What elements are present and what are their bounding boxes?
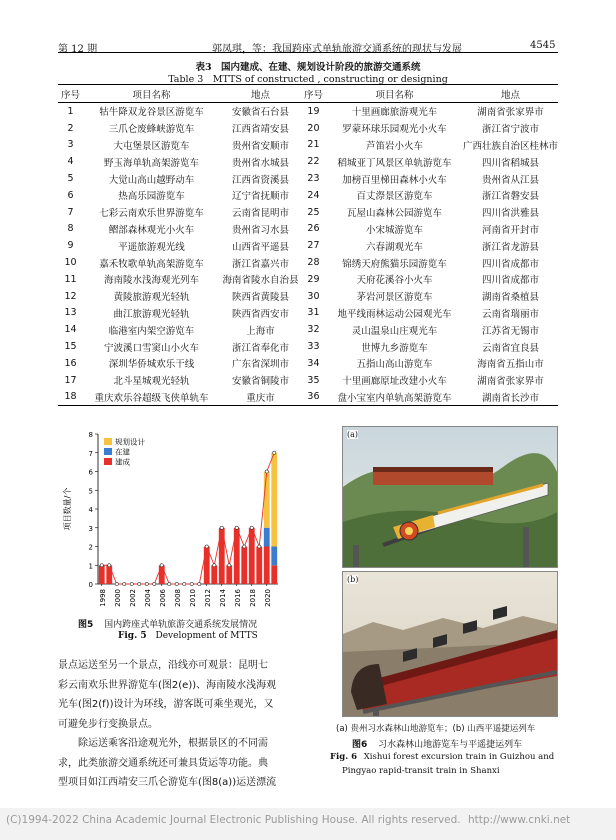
table-cell: 15 bbox=[64, 341, 77, 353]
table-row bbox=[58, 372, 558, 389]
total-point bbox=[198, 582, 201, 585]
running-title: 郭凤琪，等：我国跨座式单轨旅游交通系统的现状与发展 bbox=[212, 44, 462, 55]
total-point bbox=[168, 582, 171, 585]
table-cell: 宁波溪口雪窦山小火车 bbox=[104, 342, 200, 354]
figure5-caption-en bbox=[118, 631, 258, 641]
table-cell: 5 bbox=[67, 173, 74, 185]
table-cell: 19 bbox=[307, 105, 320, 117]
table-row bbox=[58, 103, 558, 120]
total-point bbox=[145, 582, 148, 585]
total-point bbox=[130, 582, 133, 585]
table-cell: 野玉海单轨高架游览车 bbox=[104, 157, 200, 169]
total-point bbox=[273, 451, 276, 454]
table-cell: 六春湖观光车 bbox=[365, 241, 423, 253]
table-cell: 22 bbox=[307, 156, 320, 168]
table-row bbox=[58, 338, 558, 355]
table-cell: 大屯堡景区游览车 bbox=[113, 140, 190, 152]
table-cell: 深圳华侨城欢乐干线 bbox=[108, 359, 195, 371]
legend-swatch bbox=[104, 438, 112, 445]
table-cell: 灵山温泉山庄观光车 bbox=[351, 325, 438, 337]
figure6-caption-cn bbox=[352, 737, 522, 750]
x-tick-label: 1998 bbox=[98, 589, 107, 607]
legend-label: 在建 bbox=[115, 447, 130, 457]
table-cell: 安徽省石台县 bbox=[231, 107, 289, 119]
table-cell: 四川省稻城县 bbox=[481, 157, 539, 169]
table-row bbox=[58, 254, 558, 271]
table-cell: 嘉禾牧歌单轨高架游览车 bbox=[99, 258, 204, 270]
total-point bbox=[258, 545, 261, 548]
y-tick-label: 5 bbox=[88, 487, 93, 496]
copyright-text: (C)1994-2022 China Academic Journal Electronic Publishing House. All rights reserved. bbox=[6, 814, 461, 826]
table-cell: 世博九乡游览车 bbox=[361, 342, 428, 354]
table-cell: 湖南省桑植县 bbox=[481, 292, 539, 304]
table-cell: 重庆欢乐谷超级飞侠单轨车 bbox=[83, 389, 220, 406]
bar-segment bbox=[226, 565, 232, 584]
text-line: 求，此类旅游交通系统还可兼具货运等功能。典 bbox=[58, 757, 268, 769]
bar-segment bbox=[271, 547, 277, 566]
page-number: 4545 bbox=[530, 40, 556, 51]
table-row bbox=[58, 389, 558, 406]
table-cell: 33 bbox=[307, 341, 320, 353]
total-point bbox=[220, 526, 223, 529]
bar-segment bbox=[264, 547, 270, 585]
x-tick-label: 2016 bbox=[233, 589, 242, 607]
table-cell: 35 bbox=[307, 374, 320, 386]
column-header: 序号 bbox=[301, 85, 326, 103]
table-cell: 31 bbox=[307, 307, 320, 319]
table-cell: 9 bbox=[67, 240, 74, 252]
table-cell: 锦绣天府熊猫乐园游览车 bbox=[342, 258, 447, 270]
development-chart bbox=[58, 424, 288, 616]
table-cell: 26 bbox=[307, 223, 320, 235]
table-cell: 临港室内架空游览车 bbox=[108, 325, 195, 337]
total-point bbox=[108, 564, 111, 567]
table3-body bbox=[58, 103, 558, 406]
y-tick-label: 6 bbox=[88, 468, 93, 477]
total-point bbox=[175, 582, 178, 585]
table-cell: 重庆市 bbox=[220, 389, 301, 406]
legend-swatch bbox=[104, 448, 112, 455]
legend-label: 建成 bbox=[115, 457, 130, 467]
table-cell: 7 bbox=[67, 206, 74, 218]
table-cell: 13 bbox=[64, 307, 77, 319]
table-cell: 27 bbox=[307, 240, 320, 252]
photo-pingyao-train bbox=[342, 571, 558, 717]
table-cell: 山西省平遥县 bbox=[231, 241, 289, 253]
table-cell: 6 bbox=[67, 189, 74, 201]
x-tick-label: 2014 bbox=[218, 589, 227, 607]
copyright-footer bbox=[0, 808, 616, 840]
table-cell: 三爪仑废蜂峡游览车 bbox=[108, 124, 195, 136]
table-row bbox=[58, 237, 558, 254]
column-header: 地点 bbox=[463, 85, 558, 103]
table-cell: 18 bbox=[58, 389, 83, 406]
total-point bbox=[213, 564, 216, 567]
table-row bbox=[58, 355, 558, 372]
figure5-title-cn: 国内跨座式单轨旅游交通系统发展情况 bbox=[104, 620, 258, 630]
table-cell: 芦笛岩小火车 bbox=[365, 140, 423, 152]
x-tick-label: 2010 bbox=[188, 589, 197, 607]
table-cell: 上海市 bbox=[246, 325, 275, 337]
table-cell: 平遥旅游观光线 bbox=[118, 241, 185, 253]
table-cell: 24 bbox=[307, 189, 320, 201]
table-cell: 四川省成都市 bbox=[481, 258, 539, 270]
body-paragraph bbox=[58, 656, 306, 793]
table-cell: 浙江省奉化市 bbox=[231, 342, 289, 354]
table-cell: 四川省成都市 bbox=[481, 275, 539, 287]
x-tick-label: 2020 bbox=[263, 589, 272, 607]
total-point bbox=[205, 545, 208, 548]
table-row bbox=[58, 204, 558, 221]
table-row bbox=[58, 221, 558, 238]
table-cell: 江西省资溪县 bbox=[231, 174, 289, 186]
total-point bbox=[228, 564, 231, 567]
total-point bbox=[250, 526, 253, 529]
total-point bbox=[243, 545, 246, 548]
table-header-row bbox=[58, 85, 558, 103]
total-point bbox=[265, 470, 268, 473]
figure6-title-en-1: Xishui forest excursion train in Guizhou and bbox=[363, 752, 555, 762]
total-point bbox=[190, 582, 193, 585]
table-cell: 海南省陵水自治县 bbox=[222, 275, 299, 287]
table-cell: 17 bbox=[64, 374, 77, 386]
table-cell: 牯牛降双龙谷景区游览车 bbox=[99, 107, 204, 119]
table-cell: 10 bbox=[64, 257, 77, 269]
table-cell: 天府花溪谷小火车 bbox=[356, 275, 433, 287]
x-tick-label: 2004 bbox=[143, 589, 152, 607]
x-tick-label: 2006 bbox=[158, 589, 167, 607]
y-tick-label: 8 bbox=[88, 431, 93, 439]
issue-number: 第 12 期 bbox=[58, 44, 98, 55]
table-cell: 四川省洪雅县 bbox=[481, 208, 539, 220]
table-cell: 陕西省黄陵县 bbox=[231, 292, 289, 304]
table-cell: 大觉山高山越野动车 bbox=[108, 174, 195, 186]
table-cell: 28 bbox=[307, 257, 320, 269]
total-point bbox=[235, 526, 238, 529]
xishui-train-image bbox=[343, 427, 557, 567]
table-row bbox=[58, 187, 558, 204]
table-cell: 16 bbox=[64, 357, 77, 369]
table-row bbox=[58, 120, 558, 137]
column-header: 地点 bbox=[220, 85, 301, 103]
table-row bbox=[58, 321, 558, 338]
table-cell: 4 bbox=[67, 156, 74, 168]
column-header: 项目名称 bbox=[83, 85, 220, 103]
table3-caption-cn: 表3 国内建成、在建、规划设计阶段的旅游交通系统 bbox=[195, 62, 421, 73]
photo-a-label: (a) bbox=[347, 430, 359, 439]
table-cell: 辽宁省抚顺市 bbox=[231, 191, 289, 203]
total-point bbox=[183, 582, 186, 585]
y-tick-label: 7 bbox=[88, 449, 93, 458]
text-line: 光车(图2(f))设计为环线，游客既可乘坐观光，又 bbox=[58, 699, 274, 710]
figure5-caption-cn bbox=[78, 617, 257, 630]
figure6-label-cn: 图6 bbox=[352, 740, 368, 750]
table-cell: 湖南省长沙市 bbox=[463, 389, 558, 406]
text-line: 型项目如江西靖安三爪仑游览车(图8(a))运送漂流 bbox=[58, 777, 277, 788]
total-point bbox=[160, 564, 163, 567]
figure6-subcaption: (a) 贵州习水森林山地游览车；(b) 山西平遥捷运列车 bbox=[336, 724, 536, 734]
table-cell: 29 bbox=[307, 273, 320, 285]
cnki-link[interactable]: http://www.cnki.net bbox=[468, 814, 571, 826]
figure6-title-cn: 习水森林山地游览车与平遥捷运列车 bbox=[378, 740, 523, 750]
figure5-label-cn: 图5 bbox=[78, 620, 94, 630]
bar-segment bbox=[271, 565, 277, 584]
y-tick-label: 1 bbox=[88, 562, 93, 571]
table-cell: 贵州省水城县 bbox=[231, 157, 289, 169]
figure6-title-en-2: Pingyao rapid-transit train in Shanxi bbox=[342, 766, 500, 776]
table-cell: 3 bbox=[67, 139, 74, 151]
photo-b-label: (b) bbox=[347, 575, 359, 584]
table-cell: 黄陵旅游观光轻轨 bbox=[113, 292, 190, 304]
table-cell: 罗蒙环球乐园观光小火车 bbox=[342, 124, 447, 136]
total-point bbox=[123, 582, 126, 585]
table-cell: 十里画廊原址改建小火车 bbox=[342, 376, 447, 388]
table-cell: 云南省宜良县 bbox=[481, 342, 539, 354]
bar-segment bbox=[264, 472, 270, 528]
y-axis-label: 项目数量/个 bbox=[63, 487, 72, 531]
header-rule bbox=[58, 52, 558, 53]
text-line: 景点运送至另一个景点，沿线亦可观景：昆明七 bbox=[58, 660, 268, 671]
table-row bbox=[58, 137, 558, 154]
y-tick-label: 2 bbox=[88, 543, 93, 552]
legend-label: 规划设计 bbox=[115, 437, 145, 447]
table-cell: 14 bbox=[64, 324, 77, 336]
table-row bbox=[58, 305, 558, 322]
table-cell: 稻城亚丁风景区单轨游览车 bbox=[337, 157, 452, 169]
total-line bbox=[102, 453, 275, 584]
table-cell: 安徽省铜陵市 bbox=[231, 376, 289, 388]
table-cell: 23 bbox=[307, 173, 320, 185]
table-cell: 海南省五指山市 bbox=[477, 359, 544, 371]
table-cell: 江苏省无锡市 bbox=[481, 325, 539, 337]
table-cell: 瓦屋山森林公园游览车 bbox=[346, 208, 442, 220]
table-cell: 云南省瑞丽市 bbox=[481, 308, 539, 320]
table-cell: 贵州省从江县 bbox=[481, 174, 539, 186]
table-cell: 盘小宝室内单轨高架游览车 bbox=[326, 389, 463, 406]
bar-segment bbox=[211, 565, 217, 584]
table3 bbox=[58, 84, 558, 406]
bar-segment bbox=[249, 528, 255, 584]
figure5-label-en: Fig. 5 bbox=[118, 631, 147, 641]
text-line: 彩云南欢乐世界游览车(图2(e))、海南陵水浅海观 bbox=[58, 679, 277, 691]
table-cell: 五指山高山游览车 bbox=[356, 359, 433, 371]
bar-segment bbox=[264, 528, 270, 547]
x-tick-label: 2008 bbox=[173, 589, 182, 607]
table-cell: 广西壮族自治区桂林市 bbox=[462, 140, 558, 152]
column-header: 项目名称 bbox=[326, 85, 463, 103]
table-cell: 1 bbox=[67, 105, 74, 117]
y-tick-label: 4 bbox=[88, 506, 93, 514]
bar-segment bbox=[256, 547, 262, 585]
table-cell: 2 bbox=[67, 122, 74, 134]
table-cell: 七彩云南欢乐世界游览车 bbox=[99, 208, 204, 220]
bar-segment bbox=[271, 453, 277, 547]
bar-segment bbox=[106, 565, 112, 584]
table-cell: 12 bbox=[64, 290, 77, 302]
figure5-title-en: Development of MTTS bbox=[155, 631, 258, 641]
x-tick-label: 2012 bbox=[203, 589, 212, 607]
table-cell: 茅岩河景区游览车 bbox=[356, 292, 433, 304]
legend-swatch bbox=[104, 458, 112, 465]
table-cell: 贵州省习水县 bbox=[231, 224, 289, 236]
column-header: 序号 bbox=[58, 85, 83, 103]
table-cell: 浙江省龙游县 bbox=[481, 241, 539, 253]
table-cell: 北斗星城观光轻轨 bbox=[113, 376, 190, 388]
table-cell: 21 bbox=[307, 139, 320, 151]
total-point bbox=[115, 582, 118, 585]
table-cell: 20 bbox=[307, 122, 320, 134]
table-cell: 8 bbox=[67, 223, 74, 235]
x-tick-label: 2002 bbox=[128, 589, 137, 607]
table-row bbox=[58, 288, 558, 305]
table-cell: 加榜百里梯田森林小火车 bbox=[342, 174, 447, 186]
table-row bbox=[58, 271, 558, 288]
total-point bbox=[100, 564, 103, 567]
text-line: 可避免步行变换景点。 bbox=[58, 718, 158, 730]
table-cell: 陕西省西安市 bbox=[231, 308, 289, 320]
table-cell: 广东省深圳市 bbox=[231, 359, 289, 371]
table-cell: 河南省开封市 bbox=[481, 224, 539, 236]
table-cell: 湖南省张家界市 bbox=[477, 376, 544, 388]
y-tick-label: 0 bbox=[88, 581, 93, 589]
table-cell: 曲江旅游观光轻轨 bbox=[113, 308, 190, 320]
text-line: 除运送乘客沿途观光外，根据景区的不同需 bbox=[58, 738, 268, 749]
table-cell: 十里画廊旅游观光车 bbox=[351, 107, 438, 119]
bar-segment bbox=[99, 565, 105, 584]
table-row bbox=[58, 153, 558, 170]
table3-caption-en: Table 3 MTTS of constructed , constructing or designing bbox=[168, 74, 448, 85]
table-cell: 32 bbox=[307, 324, 320, 336]
table-cell: 热高乐园游览车 bbox=[118, 191, 185, 203]
x-tick-label: 2018 bbox=[248, 589, 257, 607]
pingyao-train-image bbox=[343, 572, 557, 716]
table-row bbox=[58, 170, 558, 187]
table-cell: 百丈漈景区游览车 bbox=[356, 191, 433, 203]
photo-xishui-train bbox=[342, 426, 558, 568]
total-point bbox=[153, 582, 156, 585]
table-cell: 小宋城游览车 bbox=[365, 224, 423, 236]
table-cell: 浙江省嘉兴市 bbox=[231, 258, 289, 270]
table-cell: 湖南省张家界市 bbox=[477, 107, 544, 119]
table-cell: 浙江省磐安县 bbox=[481, 191, 539, 203]
table-cell: 鳛部森林观光小火车 bbox=[108, 224, 195, 236]
figure6-label-en: Fig. 6 bbox=[330, 752, 358, 762]
table-cell: 贵州省安顺市 bbox=[231, 140, 289, 152]
total-point bbox=[138, 582, 141, 585]
table-cell: 11 bbox=[64, 273, 77, 285]
table-cell: 25 bbox=[307, 206, 320, 218]
table-cell: 海南陵水浅海观光列车 bbox=[104, 275, 200, 287]
table-cell: 云南省昆明市 bbox=[231, 208, 289, 220]
table-cell: 浙江省宁波市 bbox=[481, 124, 539, 136]
x-tick-label: 2000 bbox=[113, 589, 122, 607]
figure6-caption-en bbox=[330, 752, 554, 762]
table-cell: 江西省靖安县 bbox=[231, 124, 289, 136]
table-cell: 30 bbox=[307, 290, 320, 302]
table-cell: 34 bbox=[307, 357, 320, 369]
bar-segment bbox=[241, 547, 247, 585]
bar-segment bbox=[159, 565, 165, 584]
table-cell: 36 bbox=[301, 389, 326, 406]
y-tick-label: 3 bbox=[88, 524, 93, 533]
table-cell: 地平线雨林运动公园观光车 bbox=[337, 308, 452, 320]
